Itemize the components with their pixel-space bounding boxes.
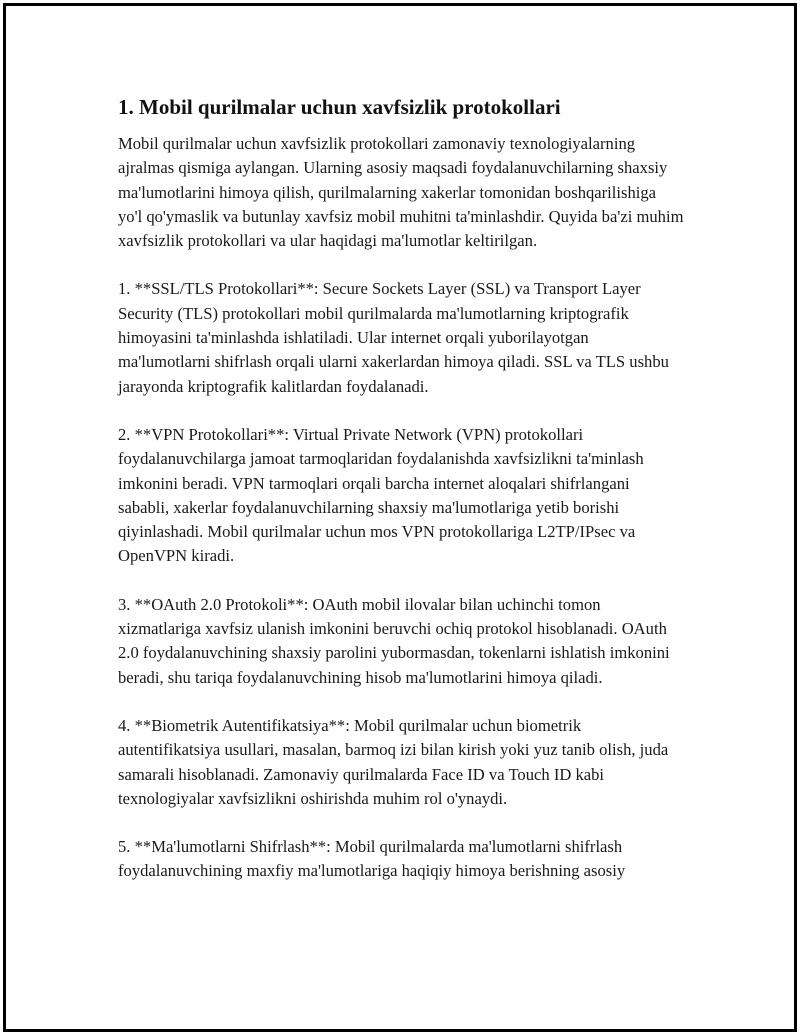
biometric-paragraph: 4. **Biometrik Autentifikatsiya**: Mobil qurilmalar uchun biometrik autentifikatsiya usullari, masalan, barmoq izi bilan kirish yoki yuz tanib olish, juda samarali hisoblanadi. Zamonaviy qurilmalarda Face ID va Touch ID kabi texnologiyalar xavfsizlikni oshirishda muhim rol o'ynaydi. [118,715,669,808]
document-body [118,94,684,908]
vpn-paragraph: 2. **VPN Protokollari**: Virtual Private Network (VPN) protokollari foydalanuvchilarga jamoat tarmoqlaridan foydalanishda xavfsizlikni ta'minlash imkonini beradi. VPN tarmoqlari orqali barcha internet aloqalari shifrlangani sababli, xakerlar foydalanuvchilarning shaxsiy ma'lumotlariga yetib borishi qiyinlashadi. Mobil qurilmalar uchun mos VPN protokollariga L2TP/IPsec va OpenVPN kiradi. [118,424,644,566]
section-heading: 1. Mobil qurilmalar uchun xavfsizlik protokollari [118,95,561,119]
encryption-paragraph: 5. **Ma'lumotlarni Shifrlash**: Mobil qurilmalarda ma'lumotlarni shifrlash foydalanuvchining maxfiy ma'lumotlariga haqiqiy himoya berishning asosiy [118,837,626,881]
intro-paragraph: Mobil qurilmalar uchun xavfsizlik protokollari zamonaviy texnologiyalarning ajralmas qismiga aylangan. Ularning asosiy maqsadi foydalanuvchilarning shaxsiy ma'lumotlarini himoya qilish, qurilmalarning xakerlar tomonidan boshqarilishiga yo'l qo'ymaslik va butunlay xavfsiz mobil muhitni ta'minlashdir. Quyida ba'zi muhim xavfsizlik protokollari va ular haqidagi ma'lumotlar keltirilgan. [118,134,684,251]
oauth-paragraph: 3. **OAuth 2.0 Protokoli**: OAuth mobil ilovalar bilan uchinchi tomon xizmatlariga xavfsiz ulanish imkonini beruvchi ochiq protokol hisoblanadi. OAuth 2.0 foydalanuvchining shaxsiy parolini yubormasdan, tokenlarni ishlatish imkonini beradi, shu tariqa foydalanuvchining hisob ma'lumotlarini himoya qiladi. [118,594,670,687]
ssl-tls-paragraph: 1. **SSL/TLS Protokollari**: Secure Sockets Layer (SSL) va Transport Layer Security (TLS) protokollari mobil qurilmalarda ma'lumotlarning kriptografik himoyasini ta'minlashda ishlatiladi. Ular internet orqali yuborilayotgan ma'lumotlarni shifrlash orqali ularni xakerlardan himoya qiladi. SSL va TLS ushbu jarayonda kriptografik kalitlardan foydalanadi. [118,279,669,396]
